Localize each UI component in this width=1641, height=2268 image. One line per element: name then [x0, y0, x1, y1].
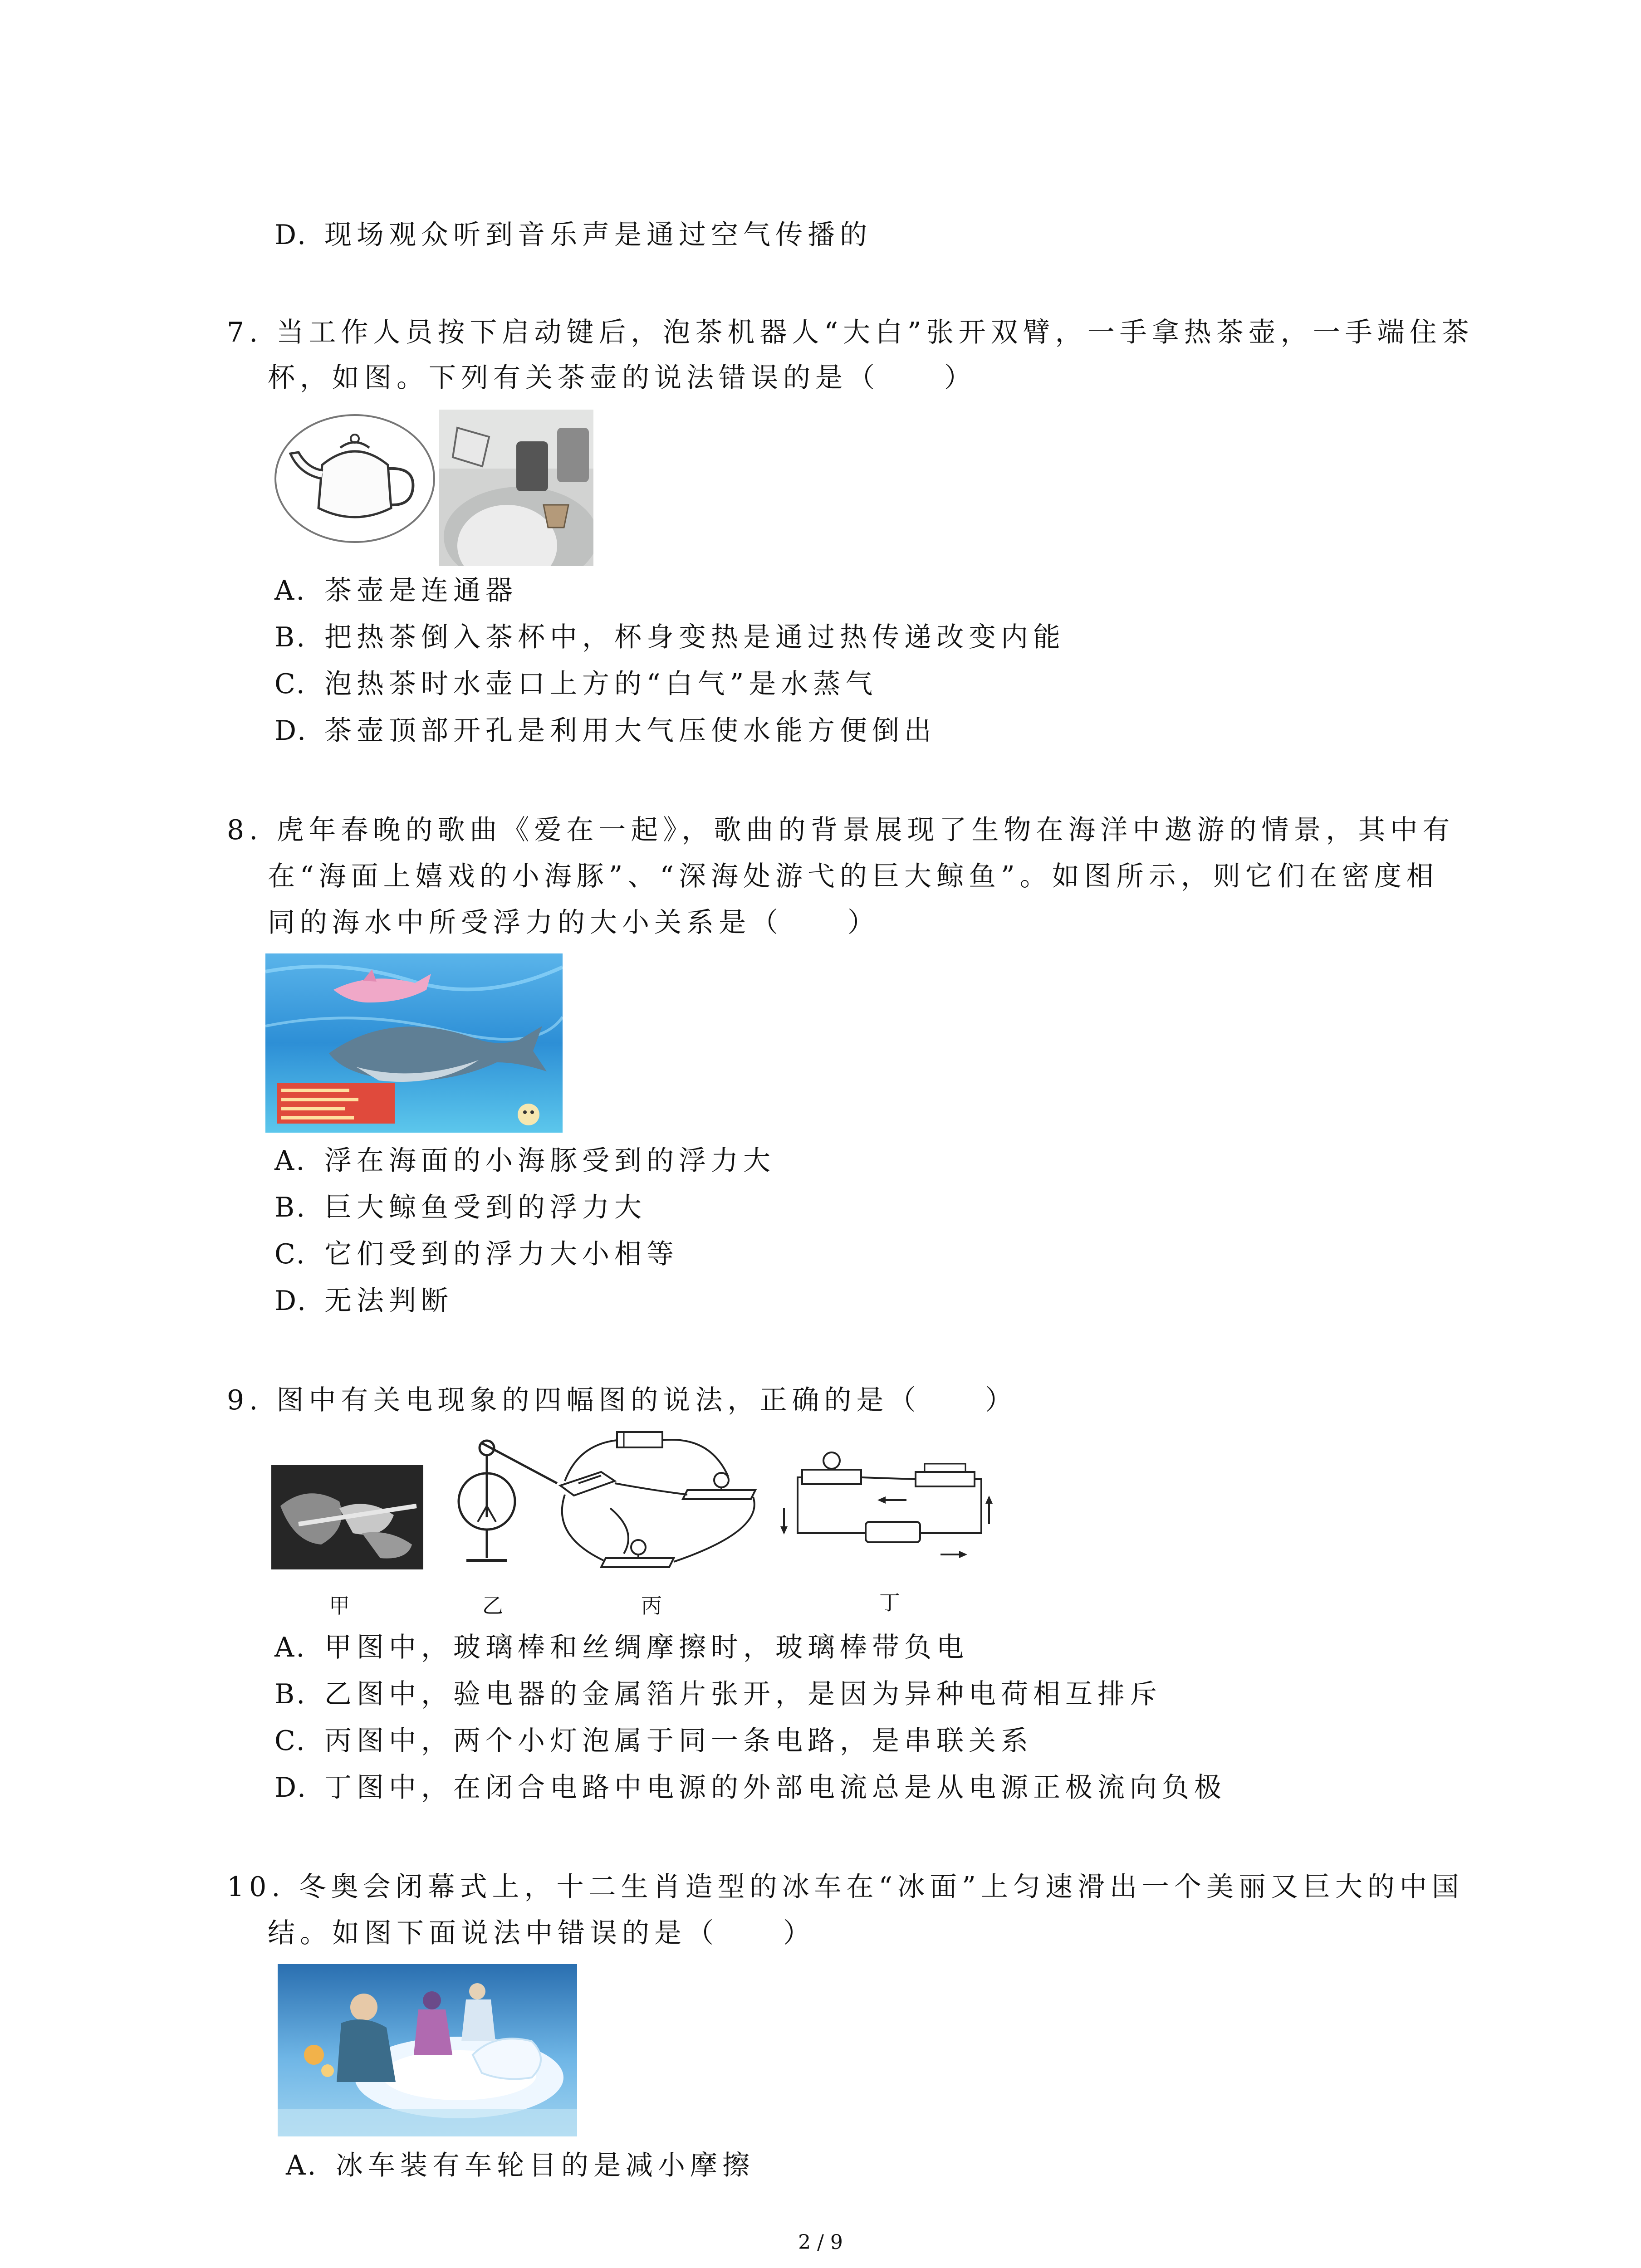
tea-robot-photo [439, 410, 593, 566]
option-label: C. [274, 668, 307, 700]
q7-option-c [274, 668, 877, 700]
q7-option-d [274, 714, 936, 747]
caption-ding: 丁 [879, 1590, 900, 1615]
option-text: 巨大鲸鱼受到的浮力大 [324, 1192, 647, 1223]
option-label: D. [274, 219, 308, 251]
option-label: C. [274, 1238, 307, 1270]
question-10-line-1: 10. 冬奥会闭幕式上，十二生肖造型的冰车在“冰面”上匀速滑出一个美丽又巨大的中国 [227, 1871, 1464, 1903]
question-7-line-2: 杯，如图。下列有关茶壶的说法错误的是（ ） [268, 362, 976, 394]
q9-option-d [274, 1771, 1226, 1804]
electroscope-figure [455, 1438, 559, 1569]
q9-option-a [274, 1631, 969, 1664]
question-10-line-2: 结。如图下面说法中错误的是（ ） [268, 1917, 815, 1949]
option-label: B. [274, 1192, 307, 1223]
option-label: D. [274, 1772, 308, 1804]
q9-option-b [274, 1678, 1162, 1711]
option-text: 无法判断 [324, 1285, 453, 1317]
question-9-line-1: 9. 图中有关电现象的四幅图的说法，正确的是（ ） [227, 1384, 1018, 1416]
option-label: C. [274, 1725, 307, 1757]
two-lamp-circuit-figure [551, 1427, 769, 1569]
option-label: A. [286, 2150, 318, 2181]
option-label: B. [274, 621, 307, 653]
option-text: 丁图中，在闭合电路中电源的外部电流总是从电源正极流向负极 [324, 1772, 1226, 1804]
option-text: 甲图中，玻璃棒和丝绸摩擦时，玻璃棒带负电 [324, 1632, 969, 1663]
ice-car-photo [278, 1964, 577, 2136]
question-8-line-2: 在“海面上嬉戏的小海豚”、“深海处游弋的巨大鲸鱼”。如图所示，则它们在密度相 [268, 860, 1439, 892]
q8-option-a [274, 1144, 775, 1177]
option-label: A. [274, 1145, 307, 1177]
option-label: B. [274, 1678, 307, 1710]
option-text: 丙图中，两个小灯泡属于同一条电路，是串联关系 [324, 1725, 1033, 1757]
q8-option-d [274, 1285, 453, 1317]
option-label: D. [274, 1285, 308, 1317]
page-number: 2 / 9 [798, 2231, 843, 2254]
question-8-line-3: 同的海水中所受浮力的大小关系是（ ） [268, 907, 880, 938]
question-8-line-1: 8. 虎年春晚的歌曲《爱在一起》，歌曲的背景展现了生物在海洋中遨游的情景，其中有 [227, 814, 1455, 846]
option-text: 它们受到的浮力大小相等 [324, 1238, 679, 1270]
option-text: 茶壶是连通器 [324, 575, 518, 606]
option-text: 茶壶顶部开孔是利用大气压使水能方便倒出 [324, 715, 936, 747]
option-text: 现场观众听到音乐声是通过空气传播的 [324, 219, 872, 251]
option-text: 把热茶倒入茶杯中，杯身变热是通过热传递改变内能 [324, 621, 1065, 653]
q9-option-c [274, 1725, 1033, 1757]
question-7-line-1: 7. 当工作人员按下启动键后，泡茶机器人“大白”张开双臂，一手拿热茶壶，一手端住茶 [227, 317, 1474, 348]
option-label: A. [274, 1632, 307, 1663]
caption-yi: 乙 [482, 1593, 503, 1618]
option-text: 乙图中，验电器的金属箔片张开，是因为异种电荷相互排斥 [324, 1678, 1162, 1710]
teapot-sketch-figure [272, 411, 438, 547]
q6-option-d [274, 219, 872, 251]
q7-option-b [274, 621, 1065, 654]
q8-option-c [274, 1238, 679, 1271]
option-text: 冰车装有车轮目的是减小摩擦 [336, 2150, 754, 2181]
glass-rod-silk-photo [271, 1465, 423, 1569]
dolphin-whale-photo [265, 953, 563, 1133]
option-text: 泡热茶时水壶口上方的“白气”是水蒸气 [324, 668, 878, 700]
q7-option-a [274, 574, 518, 607]
option-text: 浮在海面的小海豚受到的浮力大 [324, 1145, 775, 1177]
option-label: D. [274, 715, 308, 747]
caption-jia: 甲 [329, 1593, 350, 1618]
caption-bing: 丙 [641, 1593, 662, 1618]
closed-circuit-current-figure [779, 1449, 993, 1569]
option-label: A. [274, 575, 307, 606]
q10-option-a [286, 2149, 754, 2182]
q8-option-b [274, 1191, 647, 1224]
